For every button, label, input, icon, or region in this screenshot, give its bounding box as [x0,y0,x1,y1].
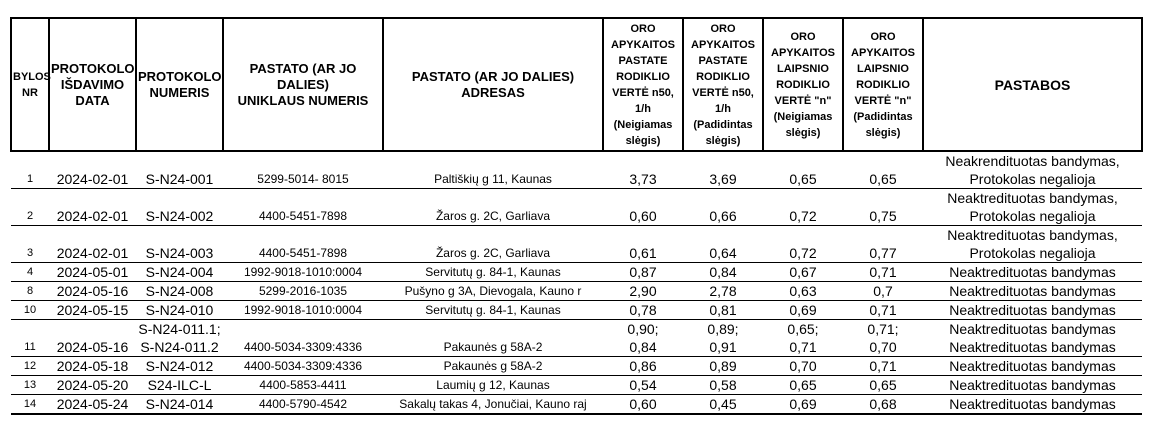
n-negative-cell: 0,65; 0,71 [763,320,843,357]
n50-negative-cell: 3,73 [603,151,683,189]
notes-cell: Neaktredituotas bandymas [923,395,1142,415]
notes-cell: Neaktredituotas bandymas [923,357,1142,376]
issue-date-cell: 2024-05-16 [49,282,136,301]
notes-cell: Neaktredituotas bandymas [923,263,1142,282]
table-row [11,263,1142,282]
table-row [11,189,1142,226]
header-notes: PASTABOS [923,18,1142,151]
n-positive-cell: 0,7 [843,282,923,301]
n-positive-cell: 0,71 [843,301,923,320]
n-negative-cell: 0,65 [763,376,843,395]
case-nr-cell: 2 [11,189,49,226]
address-cell: Žaros g. 2C, Garliava [383,189,603,226]
address-cell: Paltiškių g 11, Kaunas [383,151,603,189]
header-n-negative: ORO APYKAITOS LAIPSNIO RODIKLIO VERTĖ "n" (Neigiamas slėgis) [763,18,843,151]
case-nr-cell: 11 [11,320,49,357]
case-nr-cell: 8 [11,282,49,301]
n50-positive-cell: 0,45 [683,395,763,415]
n-negative-cell: 0,70 [763,357,843,376]
unique-number-cell: 4400-5451-7898 [223,189,383,226]
n-positive-cell: 0,71; 0,70 [843,320,923,357]
table-row [11,395,1142,415]
address-cell: Žaros g. 2C, Garliava [383,226,603,263]
issue-date-cell: 2024-05-18 [49,357,136,376]
n50-positive-cell: 0,66 [683,189,763,226]
protocol-number-cell: S-N24-003 [136,226,223,263]
header-protocol-number: PROTOKOLO NUMERIS [136,18,223,151]
n-negative-cell: 0,65 [763,151,843,189]
n-positive-cell: 0,65 [843,376,923,395]
notes-cell: Neaktredituotas bandymas [923,376,1142,395]
n50-positive-cell: 0,89 [683,357,763,376]
issue-date-cell: 2024-05-15 [49,301,136,320]
protocol-number-cell: S-N24-008 [136,282,223,301]
protocol-number-cell: S-N24-002 [136,189,223,226]
issue-date-cell: 2024-02-01 [49,189,136,226]
table-row [11,357,1142,376]
protocol-table [10,17,1143,415]
n50-positive-cell: 2,78 [683,282,763,301]
address-cell: Servitutų g. 84-1, Kaunas [383,301,603,320]
case-nr-cell: 14 [11,395,49,415]
unique-number-cell: 4400-5790-4542 [223,395,383,415]
unique-number-cell: 4400-5451-7898 [223,226,383,263]
notes-cell: Neaktredituotas bandymas [923,282,1142,301]
issue-date-cell: 2024-05-20 [49,376,136,395]
table-row [11,376,1142,395]
address-cell: Pušyno g 3A, Dievogala, Kauno r [383,282,603,301]
n50-negative-cell: 2,90 [603,282,683,301]
n50-positive-cell: 3,69 [683,151,763,189]
table-row [11,151,1142,189]
unique-number-cell: 4400-5034-3309:4336 [223,357,383,376]
n-negative-cell: 0,72 [763,189,843,226]
case-nr-cell: 13 [11,376,49,395]
case-nr-cell: 3 [11,226,49,263]
issue-date-cell: 2024-05-24 [49,395,136,415]
unique-number-cell: 1992-9018-1010:0004 [223,263,383,282]
table-row [11,320,1142,357]
n50-negative-cell: 0,90; 0,84 [603,320,683,357]
protocol-number-cell: S-N24-010 [136,301,223,320]
notes-cell: Neaktredituotas bandymas, Protokolas negalioja [923,189,1142,226]
n50-positive-cell: 0,64 [683,226,763,263]
n50-positive-cell: 0,89; 0,91 [683,320,763,357]
n50-positive-cell: 0,84 [683,263,763,282]
unique-number-cell: 1992-9018-1010:0004 [223,301,383,320]
table-header [11,18,1142,151]
issue-date-cell: 2024-02-01 [49,226,136,263]
case-nr-cell: 12 [11,357,49,376]
notes-cell: Neakrendituotas bandymas, Protokolas negalioja [923,151,1142,189]
case-nr-cell: 4 [11,263,49,282]
n-positive-cell: 0,75 [843,189,923,226]
case-nr-cell: 1 [11,151,49,189]
protocol-number-cell: S24-ILC-L [136,376,223,395]
n-positive-cell: 0,77 [843,226,923,263]
n-negative-cell: 0,69 [763,301,843,320]
unique-number-cell: 4400-5853-4411 [223,376,383,395]
header-row [11,18,1142,151]
n50-negative-cell: 0,60 [603,395,683,415]
n-negative-cell: 0,63 [763,282,843,301]
case-nr-cell: 10 [11,301,49,320]
header-unique-number: PASTATO (AR JO DALIES) UNIKLAUS NUMERIS [223,18,383,151]
address-cell: Pakaunės g 58A-2 [383,357,603,376]
n-positive-cell: 0,68 [843,395,923,415]
header-n50-negative: ORO APYKAITOS PASTATE RODIKLIO VERTĖ n50, 1/h (Neigiamas slėgis) [603,18,683,151]
header-address: PASTATO (AR JO DALIES) ADRESAS [383,18,603,151]
unique-number-cell: 4400-5034-3309:4336 [223,320,383,357]
notes-cell: Neaktredituotas bandymas, Protokolas negalioja [923,226,1142,263]
protocol-number-cell: S-N24-011.1; S-N24-011.2 [136,320,223,357]
protocol-number-cell: S-N24-014 [136,395,223,415]
protocol-number-cell: S-N24-004 [136,263,223,282]
protocol-number-cell: S-N24-001 [136,151,223,189]
issue-date-cell: 2024-02-01 [49,151,136,189]
protocol-number-cell: S-N24-012 [136,357,223,376]
n50-negative-cell: 0,78 [603,301,683,320]
notes-cell: Neaktredituotas bandymas [923,301,1142,320]
table-row [11,226,1142,263]
n-negative-cell: 0,67 [763,263,843,282]
n50-negative-cell: 0,61 [603,226,683,263]
n50-positive-cell: 0,81 [683,301,763,320]
n-positive-cell: 0,65 [843,151,923,189]
notes-cell: Neaktredituotas bandymas Neaktredituotas bandymas [923,320,1142,357]
unique-number-cell: 5299-5014- 8015 [223,151,383,189]
n-negative-cell: 0,69 [763,395,843,415]
table-body [11,151,1142,414]
address-cell: Laumių g 12, Kaunas [383,376,603,395]
n50-negative-cell: 0,86 [603,357,683,376]
n50-positive-cell: 0,58 [683,376,763,395]
table-row [11,301,1142,320]
n-positive-cell: 0,71 [843,263,923,282]
address-cell: Pakaunės g 58A-2 [383,320,603,357]
issue-date-cell: 2024-05-01 [49,263,136,282]
header-n-positive: ORO APYKAITOS LAIPSNIO RODIKLIO VERTĖ "n" (Padidintas slėgis) [843,18,923,151]
header-case-nr: BYLOS NR [11,18,49,151]
n-negative-cell: 0,72 [763,226,843,263]
issue-date-cell: 2024-05-16 [49,320,136,357]
n50-negative-cell: 0,54 [603,376,683,395]
header-n50-positive: ORO APYKAITOS PASTATE RODIKLIO VERTĖ n50, 1/h (Padidintas slėgis) [683,18,763,151]
n50-negative-cell: 0,60 [603,189,683,226]
n-positive-cell: 0,71 [843,357,923,376]
n50-negative-cell: 0,87 [603,263,683,282]
unique-number-cell: 5299-2016-1035 [223,282,383,301]
table-row [11,282,1142,301]
address-cell: Servitutų g. 84-1, Kaunas [383,263,603,282]
address-cell: Sakalų takas 4, Jonučiai, Kauno raj [383,395,603,415]
header-issue-date: PROTOKOLO IŠDAVIMO DATA [49,18,136,151]
